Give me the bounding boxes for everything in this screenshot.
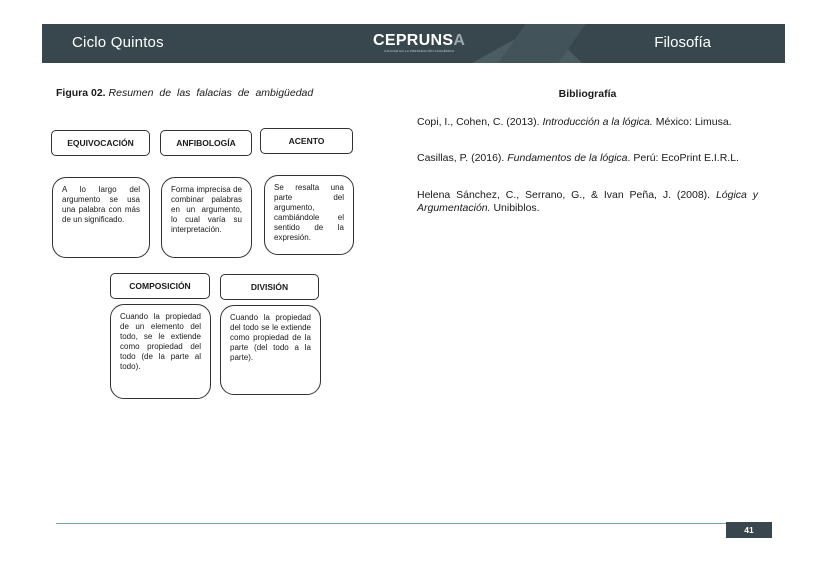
logo-name: CEPRUNS bbox=[373, 32, 454, 49]
fallacy-title-anfibologia: ANFIBOLOGÍA bbox=[160, 130, 252, 156]
subject-label: Filosofía bbox=[654, 34, 711, 51]
fallacy-title-acento: ACENTO bbox=[260, 128, 353, 154]
logo-name-accent: A bbox=[453, 32, 466, 49]
course-cycle-label: Ciclo Quintos bbox=[72, 34, 164, 51]
bibliography-entry: Copi, I., Cohen, C. (2013). Introducción a la lógica. México: Limusa. bbox=[417, 116, 732, 128]
figure-caption bbox=[56, 87, 313, 99]
bibliography-title: Bibliografía bbox=[558, 88, 617, 100]
bibliography-entry: Casillas, P. (2016). Fundamentos de la lógica. Perú: EcoPrint E.I.R.L. bbox=[417, 152, 739, 164]
fallacy-description-composicion: Cuando la propiedad de un elemento del todo, se le extiende como propiedad del todo (de la parte al todo). bbox=[110, 304, 211, 399]
fallacy-description-anfibologia: Forma imprecisa de combinar palabras en un argumento, lo cual varía su interpretación. bbox=[161, 177, 252, 258]
fallacy-description-acento: Se resalta una parte del argumento, cambiándole el sentido de la expresión. bbox=[264, 175, 354, 255]
fallacy-title-equivocacion: EQUIVOCACIÓN bbox=[51, 130, 150, 156]
fallacy-description-division: Cuando la propiedad del todo se le extiende como propiedad de la parte (del todo a la parte). bbox=[220, 305, 321, 395]
fallacy-title-composicion: COMPOSICIÓN bbox=[110, 273, 210, 299]
fallacy-description-equivocacion: A lo largo del argumento se usa una palabra con más de un significado. bbox=[52, 177, 150, 258]
bibliography-entry: Helena Sánchez, C., Serrano, G., & Ivan Peña, J. (2008). Lógica y Argumentación. Unibiblos. bbox=[417, 189, 758, 214]
page-number: 41 bbox=[726, 522, 772, 538]
figure-caption-text: Resumen de las falacias de ambigüedad bbox=[108, 87, 314, 99]
fallacy-title-division: DIVISIÓN bbox=[220, 274, 319, 300]
ceprunsa-logo bbox=[373, 32, 465, 53]
page-header bbox=[42, 24, 785, 63]
figure-label: Figura 02. bbox=[56, 87, 106, 99]
footer-divider bbox=[56, 523, 726, 524]
logo-tagline: CALIDAD EN LA PREPARACIÓN ACADÉMICA bbox=[383, 49, 455, 53]
